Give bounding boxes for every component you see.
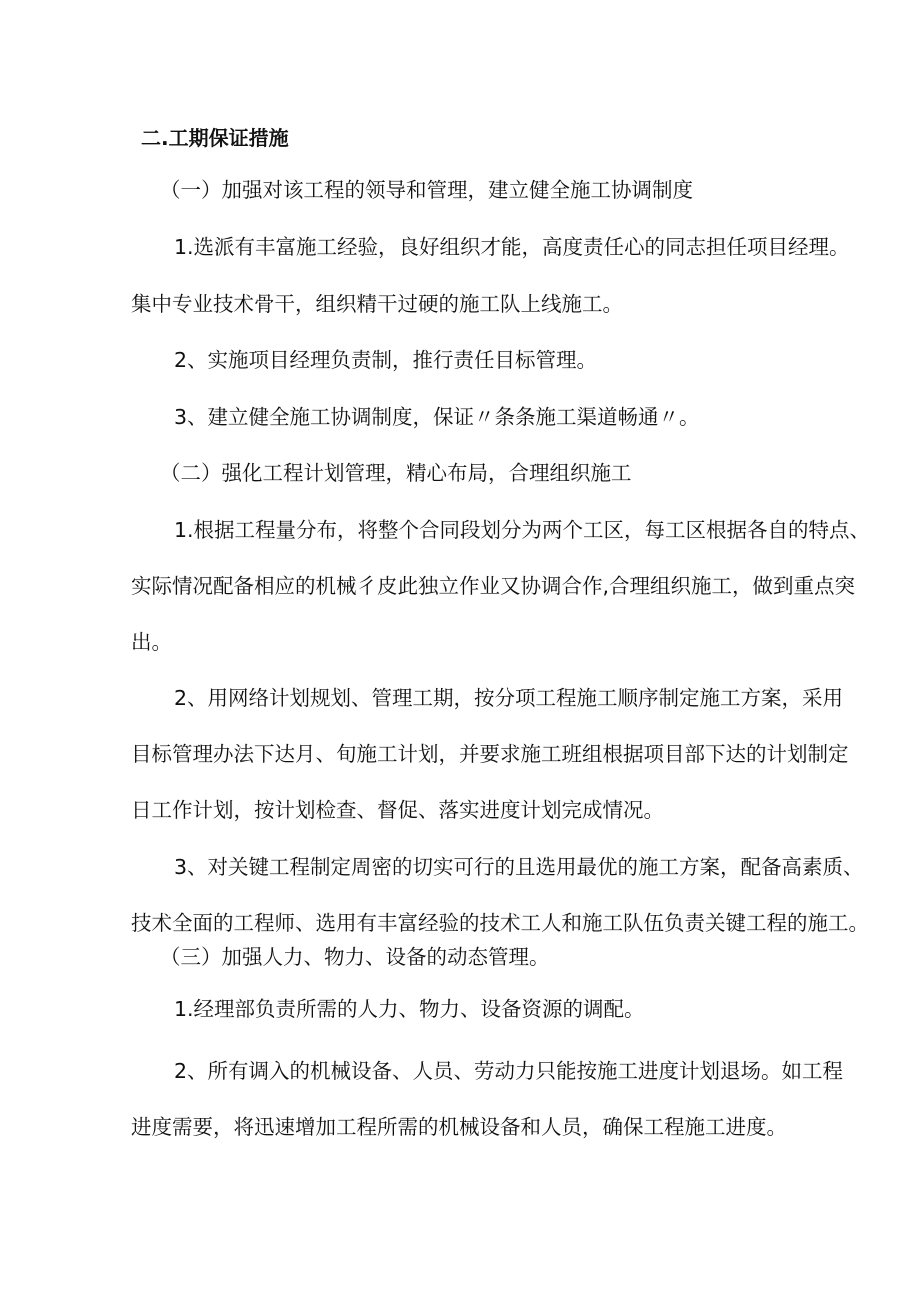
paragraph-line: 2、用网络计划规划、管理工期，按分项工程施工顺序制定施工方案，采用 <box>174 686 844 710</box>
paragraph-line: 实际情况配备相应的机械彳皮此独立作业又协调合作,合理组织施工，做到重点突 <box>131 574 856 598</box>
paragraph-line: 进度需要，将迅速增加工程所需的机械设备和人员，确保工程施工进度。 <box>131 1115 787 1139</box>
paragraph-line: 出。 <box>131 630 172 654</box>
paragraph-line: 3、建立健全施工协调制度，保证〃条条施工渠道畅通〃。 <box>174 405 700 429</box>
subsection-heading-2: （二）强化工程计划管理，精心布局，合理组织施工 <box>160 461 632 485</box>
paragraph-line: 3、对关键工程制定周密的切实可行的且选用最优的施工方案，配备高素质、 <box>174 855 864 879</box>
subsection-heading-1: （一）加强对该工程的领导和管理，建立健全施工协调制度 <box>160 178 693 202</box>
paragraph-line: 2、实施项目经理负责制，推行责任目标管理。 <box>174 348 598 372</box>
paragraph-line: 1.根据工程量分布，将整个合同段划分为两个工区，每工区根据各自的特点、 <box>174 518 871 542</box>
paragraph-line: 1.选派有丰富施工经验，良好组织才能，高度责任心的同志担任项目经理。 <box>174 235 850 259</box>
paragraph-line: 日工作计划，按计划检查、督促、落实进度计划完成情况。 <box>131 798 664 822</box>
paragraph-line: 目标管理办法下达月、旬施工计划，并要求施工班组根据项目部下达的计划制定 <box>131 742 849 766</box>
paragraph-line: 集中专业技术骨干，组织精干过硬的施工队上线施工。 <box>131 292 623 316</box>
paragraph-line: 技术全面的工程师、选用有丰富经验的技术工人和施工队伍负责关键工程的施工。 <box>131 911 869 935</box>
paragraph-line: 1.经理部负责所需的人力、物力、设备资源的调配。 <box>174 997 645 1021</box>
subsection-heading-3: （三）加强人力、物力、设备的动态管理。 <box>160 945 550 969</box>
paragraph-line: 2、所有调入的机械设备、人员、劳动力只能按施工进度计划退场。如工程 <box>174 1059 844 1083</box>
section-heading: 二.工期保证措施 <box>141 126 289 150</box>
